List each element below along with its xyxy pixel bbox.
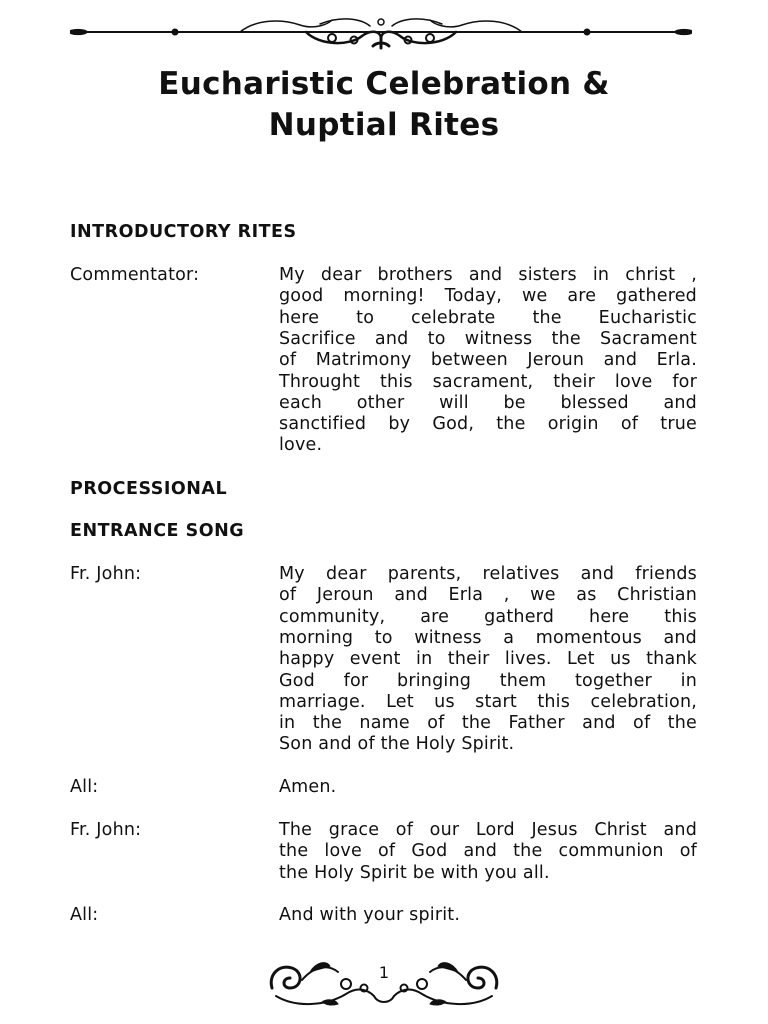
- speech-line: good morning! Today, we are gathered: [279, 286, 697, 307]
- speech-line: sanctified by God, the origin of true: [279, 414, 697, 435]
- document-title-line-2: Nuptial Rites: [268, 107, 500, 143]
- speech-line: here to celebrate the Eucharistic: [279, 307, 697, 328]
- section-heading-introductory-rites: INTRODUCTORY RITES: [70, 222, 297, 242]
- speech-line: God for bringing them together in: [279, 670, 697, 691]
- section-heading-processional: PROCESSIONAL: [70, 479, 228, 499]
- speech-line: marriage. Let us start this celebration,: [279, 691, 697, 712]
- speaker-label-commentator: Commentator:: [70, 265, 200, 285]
- speech-line: each other will be blessed and: [279, 392, 697, 413]
- speaker-label-fr-john: Fr. John:: [70, 564, 142, 584]
- speech-line: Throught this sacrament, their love for: [279, 371, 697, 392]
- speech-line: The grace of our Lord Jesus Christ and: [279, 820, 697, 840]
- speech-line: the love of God and the communion of: [279, 841, 697, 862]
- section-heading-entrance-song: ENTRANCE SONG: [70, 521, 245, 541]
- speech-line: Sacrifice and to witness the Sacrament: [279, 328, 697, 349]
- speech-line: love.: [279, 435, 323, 456]
- speech-line: of Jeroun and Erla , we as Christian: [279, 585, 697, 606]
- speaker-label-fr-john: Fr. John:: [70, 820, 142, 840]
- speech-line-amen: Amen.: [279, 777, 337, 797]
- speech-line: Son and of the Holy Spirit.: [279, 734, 515, 755]
- speech-line-response: And with your spirit.: [279, 905, 461, 925]
- speaker-label-all: All:: [70, 777, 99, 797]
- speech-line: My dear parents, relatives and friends: [279, 564, 697, 584]
- speech-line: the Holy Spirit be with you all.: [279, 862, 550, 883]
- document-title-line-1: Eucharistic Celebration &: [158, 66, 610, 102]
- speech-line: happy event in their lives. Let us thank: [279, 649, 697, 670]
- speech-line: in the name of the Father and of the: [279, 713, 697, 734]
- speech-line: community, are gatherd here this: [279, 606, 697, 627]
- top-scroll-ornament-icon: [70, 16, 692, 50]
- page-number: 1: [374, 963, 394, 983]
- speech-line: of Matrimony between Jeroun and Erla.: [279, 350, 697, 371]
- speaker-label-all: All:: [70, 905, 99, 925]
- speech-line: My dear brothers and sisters in christ ,: [279, 265, 697, 285]
- speech-line: morning to witness a momentous and: [279, 627, 697, 648]
